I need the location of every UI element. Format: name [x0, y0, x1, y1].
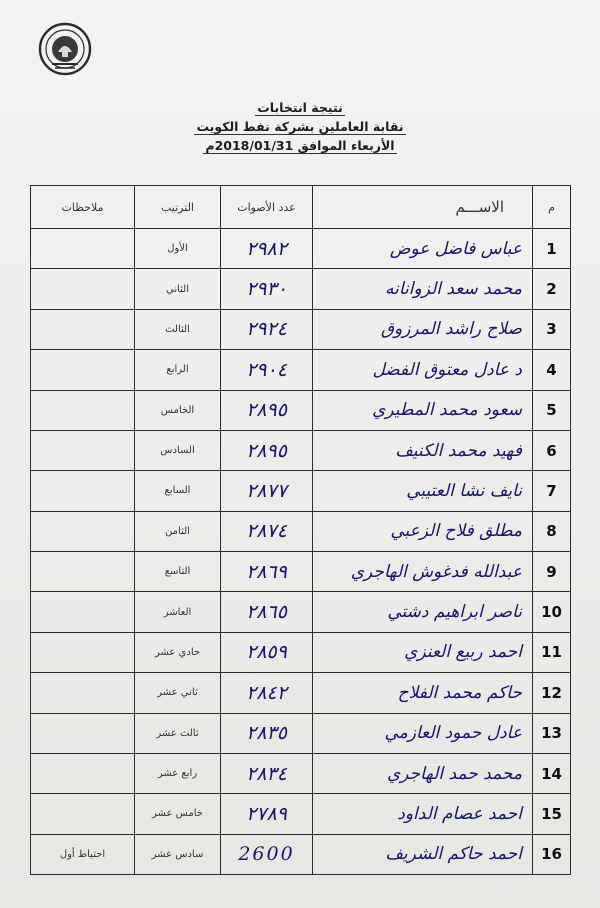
vote-count: ٢٩٠٤	[221, 350, 313, 390]
candidate-name: احمد ربيع العنزي	[313, 632, 533, 672]
notes-cell	[31, 390, 135, 430]
vote-count: ٢٨٥٩	[221, 632, 313, 672]
notes-cell	[31, 592, 135, 632]
table-row	[31, 794, 571, 834]
vote-count: ٢٨٧٧	[221, 471, 313, 511]
table-row	[31, 592, 571, 632]
table-row	[31, 552, 571, 592]
vote-count: ٢٨٩٥	[221, 390, 313, 430]
table-row	[31, 350, 571, 390]
column-header-votes: عدد الأصوات	[221, 186, 313, 229]
table-row	[31, 309, 571, 349]
column-header-rank: الترتيب	[135, 186, 221, 229]
notes-cell	[31, 471, 135, 511]
candidate-name: محمد سعد الزوانانه	[313, 269, 533, 309]
table-header-row	[31, 186, 571, 229]
row-number: 5	[533, 390, 571, 430]
candidate-name: فهيد محمد الكنيف	[313, 430, 533, 470]
candidate-name: عباس فاضل عوض	[313, 229, 533, 269]
notes-cell	[31, 632, 135, 672]
row-number: 1	[533, 229, 571, 269]
table-row	[31, 673, 571, 713]
row-number: 15	[533, 794, 571, 834]
table-row	[31, 269, 571, 309]
candidate-name: عبدالله فدغوش الهاجري	[313, 552, 533, 592]
row-number: 8	[533, 511, 571, 551]
notes-cell	[31, 713, 135, 753]
rank-label: السابع	[135, 471, 221, 511]
table-row	[31, 834, 571, 874]
candidate-name: سعود محمد المطيري	[313, 390, 533, 430]
header-subtitle: نقابة العاملين بشركة نفط الكويت	[196, 119, 404, 134]
row-number: 6	[533, 430, 571, 470]
notes-cell	[31, 229, 135, 269]
candidate-name: حاكم محمد الفلاح	[313, 673, 533, 713]
row-number: 16	[533, 834, 571, 874]
row-number: 9	[533, 552, 571, 592]
rank-label: سادس عشر	[135, 834, 221, 874]
notes-cell	[31, 552, 135, 592]
row-number: 10	[533, 592, 571, 632]
rank-label: العاشر	[135, 592, 221, 632]
vote-count: ٢٩٨٢	[221, 229, 313, 269]
rank-label: الخامس	[135, 390, 221, 430]
rank-label: السادس	[135, 430, 221, 470]
rank-label: رابع عشر	[135, 753, 221, 793]
rank-label: الثامن	[135, 511, 221, 551]
rank-label: الرابع	[135, 350, 221, 390]
vote-count: 2600	[221, 834, 313, 874]
candidate-name: ناصر ابراهيم دشتي	[313, 592, 533, 632]
column-header-num: م	[533, 186, 571, 229]
column-header-notes: ملاحظات	[31, 186, 135, 229]
row-number: 12	[533, 673, 571, 713]
row-number: 3	[533, 309, 571, 349]
vote-count: ٢٧٨٩	[221, 794, 313, 834]
document-header	[0, 98, 600, 155]
rank-label: خامس عشر	[135, 794, 221, 834]
row-number: 7	[533, 471, 571, 511]
vote-count: ٢٨٣٤	[221, 753, 313, 793]
row-number: 2	[533, 269, 571, 309]
notes-cell: احتياط أول	[31, 834, 135, 874]
vote-count: ٢٩٢٤	[221, 309, 313, 349]
rank-label: حادي عشر	[135, 632, 221, 672]
vote-count: ٢٩٣٠	[221, 269, 313, 309]
results-table	[30, 185, 571, 875]
row-number: 14	[533, 753, 571, 793]
vote-count: ٢٨٦٩	[221, 552, 313, 592]
rank-label: الثالث	[135, 309, 221, 349]
column-header-name: الاســـم	[313, 186, 533, 229]
vote-count: ٢٨٧٤	[221, 511, 313, 551]
vote-count: ٢٨٩٥	[221, 430, 313, 470]
notes-cell	[31, 430, 135, 470]
notes-cell	[31, 309, 135, 349]
candidate-name: مطلق فلاح الزعبي	[313, 511, 533, 551]
rank-label: ثاني عشر	[135, 673, 221, 713]
candidate-name: صلاح راشد المرزوق	[313, 309, 533, 349]
union-logo-icon	[38, 22, 92, 76]
candidate-name: محمد حمد الهاجري	[313, 753, 533, 793]
rank-label: التاسع	[135, 552, 221, 592]
candidate-name: عادل حمود العازمي	[313, 713, 533, 753]
table-row	[31, 753, 571, 793]
candidate-name: د عادل معتوق الفضل	[313, 350, 533, 390]
candidate-name: نايف نشا العتيبي	[313, 471, 533, 511]
rank-label: الأول	[135, 229, 221, 269]
header-date: الأربعاء الموافق 2018/01/31م	[205, 138, 395, 153]
candidate-name: احمد عصام الداود	[313, 794, 533, 834]
row-number: 4	[533, 350, 571, 390]
notes-cell	[31, 511, 135, 551]
notes-cell	[31, 794, 135, 834]
rank-label: ثالث عشر	[135, 713, 221, 753]
table-row	[31, 471, 571, 511]
table-row	[31, 632, 571, 672]
notes-cell	[31, 673, 135, 713]
rank-label: الثاني	[135, 269, 221, 309]
vote-count: ٢٨٤٢	[221, 673, 313, 713]
notes-cell	[31, 269, 135, 309]
table-row	[31, 390, 571, 430]
header-title: نتيجة انتخابات	[257, 100, 343, 115]
row-number: 13	[533, 713, 571, 753]
vote-count: ٢٨٦٥	[221, 592, 313, 632]
table-row	[31, 511, 571, 551]
candidate-name: احمد حاكم الشريف	[313, 834, 533, 874]
table-row	[31, 713, 571, 753]
notes-cell	[31, 753, 135, 793]
table-row	[31, 229, 571, 269]
row-number: 11	[533, 632, 571, 672]
vote-count: ٢٨٣٥	[221, 713, 313, 753]
notes-cell	[31, 350, 135, 390]
table-row	[31, 430, 571, 470]
